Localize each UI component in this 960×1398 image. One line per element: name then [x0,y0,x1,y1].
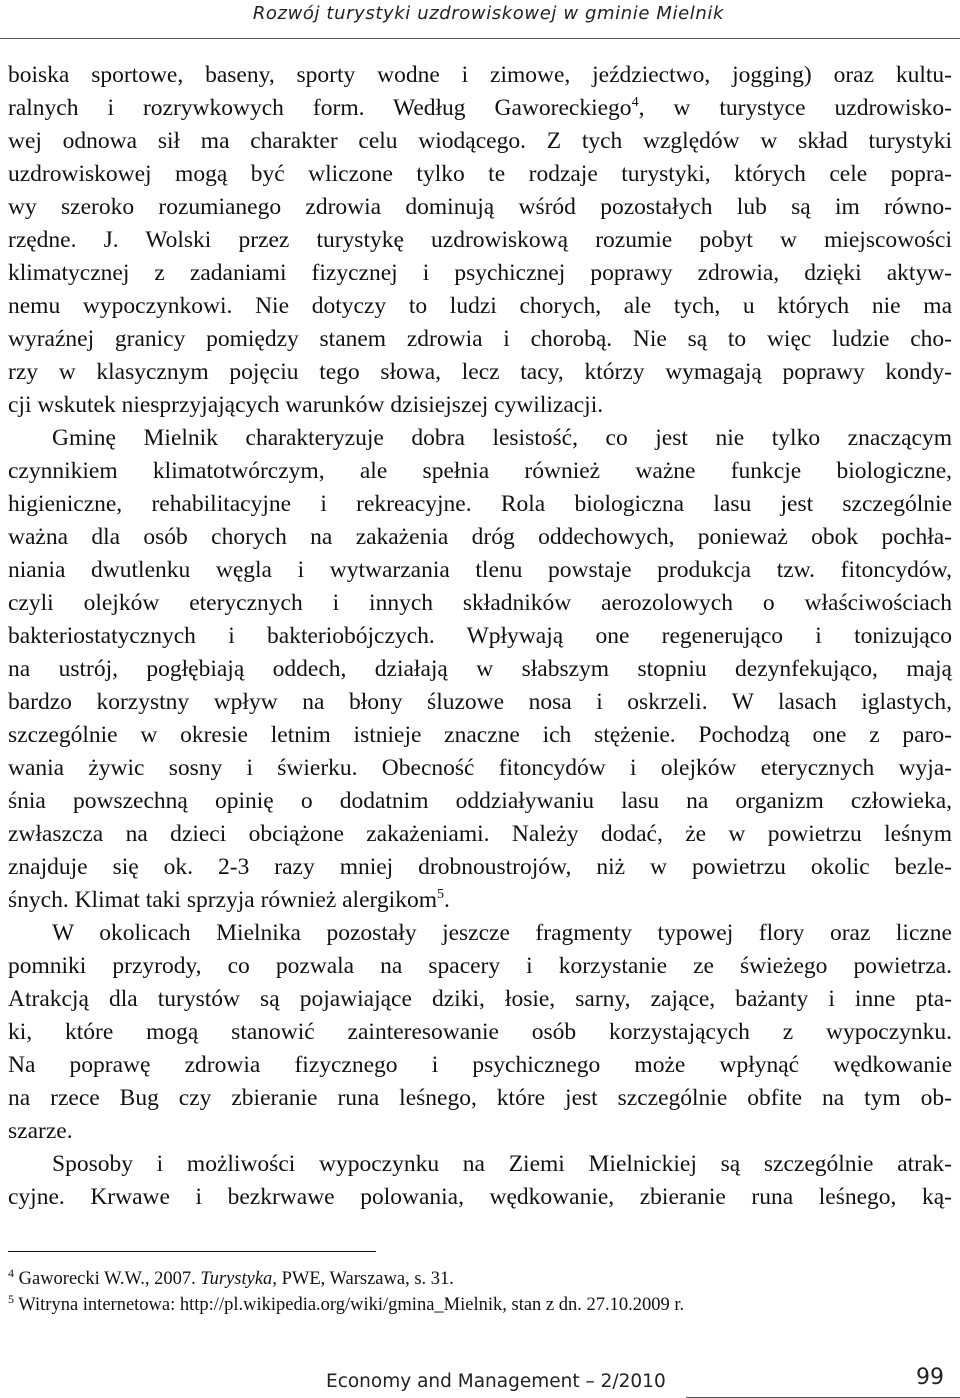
footnote-number: 5 [8,1292,14,1306]
text-line: bakteriostatycznych i bakteriobójczych. Wpływają one regenerująco i tonizująco [8,623,952,649]
text-line: wania żywic sosny i świerku. Obecność fitoncydów i olejków eterycznych wyja- [8,755,952,781]
footnote-separator [8,1251,376,1252]
text-line [8,884,952,917]
text-line: rzędne. J. Wolski przez turystykę uzdrowiskową rozumie pobyt w miejscowości [8,227,952,253]
text-line [8,92,952,125]
text-line: zwłaszcza na dzieci obciążone zakażeniami. Należy dodać, że w powietrzu leśnym [8,821,952,847]
text-span: , w turystyce uzdrowisko- [638,95,952,121]
footnote-publisher: PWE, Warszawa, s. 31. [276,1269,454,1289]
footnotes [8,1266,952,1318]
text-line: cji wskutek niesprzyjających warunków dzisiejszej cywilizacji. [8,392,604,418]
text-line: nemu wypoczynkowi. Nie dotyczy to ludzi chorych, ale tych, u których nie ma [8,293,952,319]
text-line: czyli olejków eterycznych i innych składników aerozolowych o właściwościach [8,590,952,616]
text-line: niania dwutlenku węgla i wytwarzania tlenu powstaje produkcja tzw. fitoncydów, [8,557,952,583]
text-line: czynnikiem klimatotwórczym, ale spełnia również ważne funkcje biologiczne, [8,458,952,484]
text-line: wy szeroko rozumianego zdrowia dominują wśród pozostałych lub są im równo- [8,194,952,220]
footnote-ref-5: 5 [436,887,444,902]
text-line: rzy w klasycznym pojęciu tego słowa, lecz tacy, którzy wymagają poprawy kondy- [8,359,952,385]
footer-journal-name: Economy and Management – 2/2010 [326,1371,666,1392]
text-span: śnych. Klimat taki sprzyja również alergikom [8,887,437,913]
text-line: na ustrój, pogłębiają oddech, działają w słabszym stopniu dezynfekująco, mają [8,656,952,682]
footnote-5 [8,1292,952,1318]
text-line: szarze. [8,1118,73,1144]
page-number: 99 [916,1365,944,1390]
text-line: uzdrowiskowej mogą być wliczone tylko te rodzaje turystyki, których cele popra- [8,161,952,187]
text-line: wyraźnej granicy pomiędzy stanem zdrowia i chorobą. Nie są to więc ludzie cho- [8,326,952,352]
text-line: cyjne. Krwawe i bezkrwawe polowania, wędkowanie, zbieranie runa leśnego, ką- [8,1184,952,1210]
text-line: Sposoby i możliwości wypoczynku na Ziemi Mielnickiej są szczególnie atrak- [52,1151,952,1177]
text-span: . [443,887,450,913]
text-line: śnia powszechną opinię o dodatnim oddziaływaniu lasu na organizm człowieka, [8,788,952,814]
text-line: znajduje się ok. 2-3 razy mniej drobnoustrojów, niż w powietrzu okolic bezle- [8,854,952,880]
running-header-title: Rozwój turystyki uzdrowiskowej w gminie Mielnik [252,3,724,24]
body-text [8,59,952,1214]
text-line: Atrakcją dla turystów są pojawiające dziki, łosie, sarny, zające, bażanty i inne pta- [8,986,952,1012]
footnote-4 [8,1266,952,1292]
footnote-text: Witryna internetowa: http://pl.wikipedia.org/wiki/gmina_Mielnik, stan z dn. 27.10.2009 r. [18,1295,685,1315]
text-line: W okolicach Mielnika pozostały jeszcze fragmenty typowej flory oraz liczne [52,920,952,946]
text-line: higieniczne, rehabilitacyjne i rekreacyjne. Rola biologiczna lasu jest szczególnie [8,491,952,517]
running-header [0,0,960,39]
text-line: wej odnowa sił ma charakter celu wiodącego. Z tych względów w skład turystyki [8,128,952,154]
footnote-book-title: Turystyka, [200,1269,277,1289]
footnote-ref-4: 4 [631,95,639,110]
text-span: ralnych i rozrywkowych form. Według Gaworeckiego [8,95,632,121]
text-line: boiska sportowe, baseny, sporty wodne i zimowe, jeździectwo, jogging) oraz kultu- [8,62,952,88]
footnote-number: 4 [8,1266,14,1280]
text-line: ki, które mogą stanowić zainteresowanie osób korzystających z wypoczynku. [8,1019,952,1045]
text-line: bardzo korzystny wpływ na błony śluzowe nosa i oskrzeli. W lasach iglastych, [8,689,952,715]
text-line: pomniki przyrody, co pozwala na spacery i korzystanie ze świeżego powietrza. [8,953,952,979]
text-line: Na poprawę zdrowia fizycznego i psychicznego może wpłynąć wędkowanie [8,1052,952,1078]
text-line: Gminę Mielnik charakteryzuje dobra lesistość, co jest nie tylko znaczącym [52,425,952,451]
text-line: klimatycznej z zadaniami fizycznej i psychicznej poprawy zdrowia, dzięki aktyw- [8,260,952,286]
text-line: szczególnie w okresie letnim istnieje znaczne ich stężenie. Pochodzą one z paro- [8,722,952,748]
text-line: ważna dla osób chorych na zakażenia dróg oddechowych, ponieważ obok pochła- [8,524,952,550]
text-line: na rzece Bug czy zbieranie runa leśnego, które jest szczególnie obfite na tym ob- [8,1085,952,1111]
footnote-author: Gaworecki W.W., 2007. [18,1269,201,1289]
